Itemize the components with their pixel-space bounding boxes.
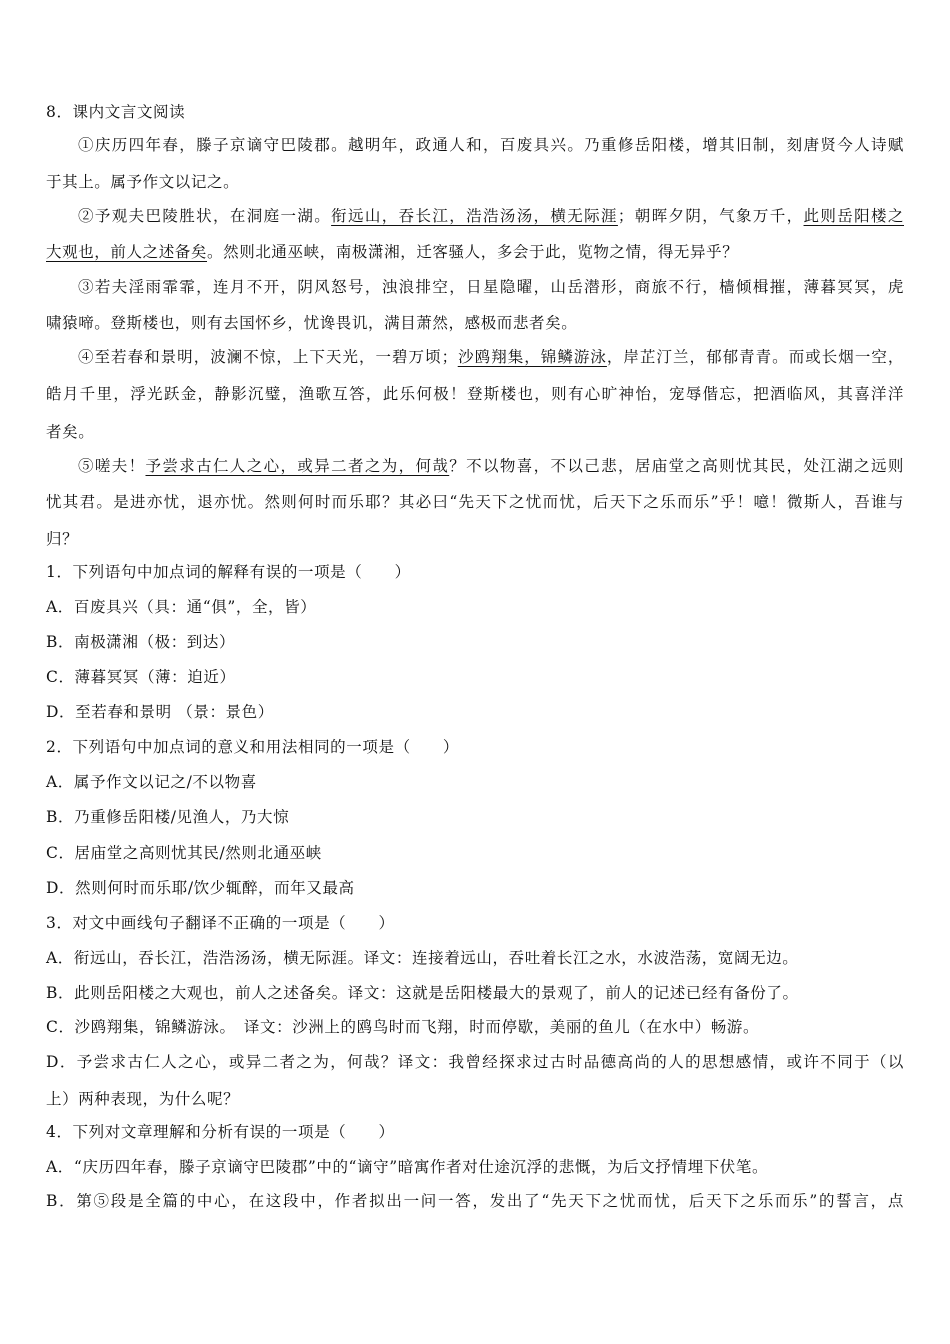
q3-option-a: A．衔远山，吞长江，浩浩汤汤，横无际涯。译文：连接着远山，吞吐着长江之水，水波浩荡，宽阔无边。: [46, 949, 799, 967]
passage-p3-line1: ③若夫淫雨霏霏，连月不开，阴风怒号，浊浪排空，日星隐曜，山岳潜形，商旅不行，樯倾楫摧，薄暮冥冥，虎: [78, 278, 904, 296]
p2-underlined-1: 衔远山，吞长江，浩浩汤汤，横无际涯: [331, 207, 618, 225]
passage-p3-line2: 啸猿啼。登斯楼也，则有去国怀乡，忧谗畏讥，满目萧然，感极而悲者矣。: [46, 314, 578, 332]
q2-stem: 2．下列语句中加点词的意义和用法相同的一项是（ ）: [46, 738, 459, 756]
q1-option-b: B．南极潇湘（极：到达）: [46, 633, 236, 651]
p2-text-c: 。然则北通巫峡，南极潇湘，迁客骚人，多会于此，览物之情，得无异乎？: [207, 243, 739, 261]
p5-underlined: 予尝求古仁人之心，或异二者之为，何哉: [145, 457, 450, 475]
question-header: 8．课内文言文阅读: [46, 103, 186, 121]
passage-p5-line2: 忧其君。是进亦忧，退亦忧。然则何时而乐耶？其必曰“先天下之忧而忧，后天下之乐而乐”乎！噫！微斯人，吾谁与: [46, 493, 904, 511]
passage-p5-line1: [78, 455, 904, 477]
q2-option-b: B．乃重修岳阳楼/见渔人，乃大惊: [46, 808, 290, 826]
q4-option-b-line1: B．第⑤段是全篇的中心，在这段中，作者拟出一问一答，发出了“先天下之忧而忧，后天下之乐而乐”的誓言，点: [46, 1192, 904, 1210]
q3-option-d-line2: 上）两种表现，为什么呢？: [46, 1090, 240, 1108]
passage-p5-line3: 归？: [46, 530, 79, 548]
p2-underlined-2: 此则岳阳楼之: [803, 207, 904, 225]
q4-stem: 4．下列对文章理解和分析有误的一项是（ ）: [46, 1123, 395, 1141]
p2-text-a: ②予观夫巴陵胜状，在洞庭一湖。: [78, 207, 332, 225]
passage-p1-line1: ①庆历四年春，滕子京谪守巴陵郡。越明年，政通人和，百废具兴。乃重修岳阳楼，增其旧制，刻唐贤今人诗赋: [78, 136, 904, 154]
p5-text-a: ⑤嗟夫！: [78, 457, 146, 475]
q3-option-b: B．此则岳阳楼之大观也，前人之述备矣。译文：这就是岳阳楼最大的景观了，前人的记述已经有备份了。: [46, 984, 799, 1002]
q2-option-c: C．居庙堂之高则忧其民/然则北通巫峡: [46, 844, 322, 862]
p2-text-b: ；朝晖夕阴，气象万千，: [617, 207, 804, 225]
p4-text-b: ，岸芷汀兰，郁郁青青。而或长烟一空，: [606, 348, 904, 366]
q1-stem: 1．下列语句中加点词的解释有误的一项是（ ）: [46, 563, 411, 581]
q1-option-a: A．百废具兴（具：通“俱”，全，皆）: [46, 598, 317, 616]
q2-option-a: A．属予作文以记之/不以物喜: [46, 773, 257, 791]
passage-p2-line1: [78, 205, 904, 227]
q1-option-d: D．至若春和景明 （景：景色）: [46, 703, 274, 721]
passage-p4-line2: 皓月千里，浮光跃金，静影沉璧，渔歌互答，此乐何极！登斯楼也，则有心旷神怡，宠辱偕忘，把酒临风，其喜洋洋: [46, 385, 904, 403]
p4-underlined: 沙鸥翔集，锦鳞游泳: [457, 348, 607, 366]
q3-option-d-line1: D．予尝求古仁人之心，或异二者之为，何哉？译文：我曾经探求过古时品德高尚的人的思想感情，或许不同于（以: [46, 1053, 904, 1071]
passage-p4-line3: 者矣。: [46, 423, 95, 441]
p4-text-a: ④至若春和景明，波澜不惊，上下天光，一碧万顷；: [78, 348, 458, 366]
passage-p4-line1: [78, 346, 904, 368]
passage-p2-line2: [46, 241, 904, 263]
q3-stem: 3．对文中画线句子翻译不正确的一项是（ ）: [46, 914, 395, 932]
q1-option-c: C．薄暮冥冥（薄：迫近）: [46, 668, 236, 686]
p2-underlined-3: 大观也，前人之述备矣: [46, 243, 208, 261]
passage-p1-line2: 于其上。属予作文以记之。: [46, 173, 240, 191]
q2-option-d: D．然则何时而乐耶/饮少辄醉，而年又最高: [46, 879, 355, 897]
q4-option-a: A．“庆历四年春，滕子京谪守巴陵郡”中的“谪守”暗寓作者对仕途沉浮的悲慨，为后文抒情埋下伏笔。: [46, 1158, 769, 1176]
q3-option-c: C．沙鸥翔集，锦鳞游泳。 译文：沙洲上的鸥鸟时而飞翔，时而停歇，美丽的鱼儿（在水中）畅游。: [46, 1018, 760, 1036]
p5-text-b: ？不以物喜，不以己悲，居庙堂之高则忧其民，处江湖之远则: [449, 457, 905, 475]
